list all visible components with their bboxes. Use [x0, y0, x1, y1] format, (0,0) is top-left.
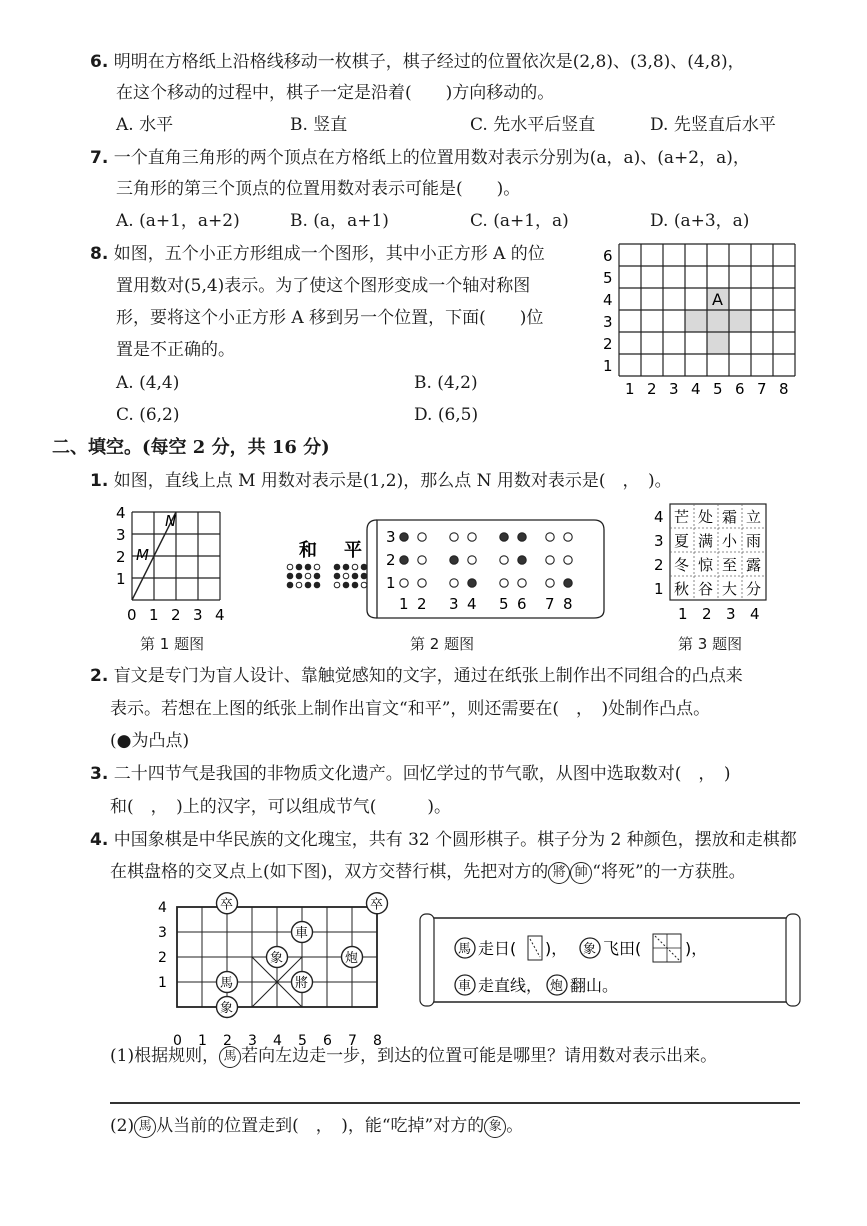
- x-tick-label: 2: [702, 605, 712, 623]
- x-tick-label: 2: [417, 595, 427, 613]
- solar-term-char: 冬: [674, 556, 690, 574]
- solar-term-char: 雨: [746, 532, 762, 550]
- chess-piece-label: 車: [458, 979, 472, 994]
- braille-dot: [500, 579, 508, 587]
- braille-sample-dot: [296, 573, 302, 579]
- f4-text1: 中国象棋是中华民族的文化瑰宝，共有 32 个圆形棋子。棋子分为 2 种颜色，摆放和走棋都: [113, 830, 797, 850]
- x-tick-label: 3: [726, 605, 736, 623]
- shaded-square: [707, 332, 729, 354]
- q8-grid-figure: [595, 238, 810, 408]
- x-tick-label: 2: [171, 606, 181, 624]
- y-tick-label: 1: [158, 975, 167, 991]
- braille-dot: [450, 579, 458, 587]
- fig2-braille-scroll: [282, 512, 612, 624]
- f1-line: [90, 469, 672, 493]
- y-tick-label: 2: [386, 551, 396, 569]
- shaded-square: [729, 310, 751, 332]
- y-tick-label: 1: [386, 574, 396, 592]
- braille-dot: [564, 579, 572, 587]
- chess-piece-label: 象: [583, 942, 597, 957]
- chess-piece-label: 車: [295, 926, 309, 941]
- braille-sample-dot: [361, 564, 367, 570]
- braille-sample-dot: [352, 564, 358, 570]
- solar-term-char: 处: [698, 508, 714, 526]
- chess-piece-label: 炮: [345, 951, 359, 966]
- braille-sample-dot: [287, 564, 293, 570]
- braille-dot: [400, 556, 408, 564]
- answer-line[interactable]: [110, 1102, 800, 1104]
- fig2-caption: 第 2 题图: [410, 635, 475, 653]
- x-tick-label: 7: [545, 595, 555, 613]
- q7-option-c[interactable]: C. (a+1，a): [470, 211, 569, 231]
- q8-text1: 如图，五个小正方形组成一个图形，其中小正方形 A 的位: [113, 244, 545, 264]
- x-tick-label: 0: [173, 1033, 182, 1049]
- y-tick-label: 1: [603, 357, 613, 375]
- x-tick-label: 3: [193, 606, 203, 624]
- braille-sample-dot: [296, 582, 302, 588]
- x-tick-label: 5: [298, 1033, 307, 1049]
- fig3-caption: 第 3 题图: [678, 635, 743, 653]
- braille-dot: [518, 579, 526, 587]
- f4-number: 4.: [90, 830, 109, 850]
- y-tick-label: 2: [603, 335, 613, 353]
- rule-text: 走直线，: [478, 976, 543, 995]
- y-tick-label: 2: [158, 950, 167, 966]
- x-tick-label: 4: [467, 595, 477, 613]
- braille-dot: [418, 556, 426, 564]
- chess-piece-label: 馬: [220, 976, 234, 991]
- f2-number: 2.: [90, 666, 109, 686]
- ma-piece-icon: 馬: [219, 1046, 241, 1068]
- y-tick-label: 3: [603, 313, 613, 331]
- q8-line3: 形，要将这个小正方形 A 移到另一个位置，下面( )位: [116, 308, 544, 328]
- q6-number: 6.: [90, 52, 109, 72]
- solar-term-char: 小: [722, 532, 738, 550]
- braille-dot: [564, 556, 572, 564]
- point-m-label: M: [136, 546, 149, 564]
- braille-word-2: 平: [344, 540, 362, 561]
- chess-rules-scroll: [415, 910, 805, 1010]
- braille-dot: [518, 556, 526, 564]
- solar-term-char: 立: [746, 508, 762, 526]
- f4-sub1-text-a: (1)根据规则，: [110, 1046, 220, 1066]
- q7-option-d[interactable]: D. (a+3，a): [650, 211, 750, 231]
- f4-sub2-text-a: (2): [110, 1116, 135, 1136]
- chess-board-figure: [150, 890, 400, 1049]
- y-tick-label: 5: [603, 269, 613, 287]
- point-n-label: N: [165, 512, 177, 530]
- f2-line1: [90, 664, 743, 688]
- f2-text1: 盲文是专门为盲人设计、靠触觉感知的文字，通过在纸张上制作出不同组合的凸点来: [113, 666, 743, 686]
- braille-dot: [400, 579, 408, 587]
- x-tick-label: 4: [691, 380, 701, 398]
- x-tick-label: 1: [399, 595, 409, 613]
- q7-line2: 三角形的第三个顶点的位置用数对表示可能是( )。: [116, 179, 521, 199]
- solar-term-char: 露: [746, 556, 762, 574]
- y-tick-label: 1: [654, 580, 664, 598]
- x-tick-label: 3: [248, 1033, 257, 1049]
- solar-term-char: 满: [698, 532, 714, 550]
- x-tick-label: 2: [223, 1033, 232, 1049]
- q7-line1: [90, 146, 750, 170]
- q8-number: 8.: [90, 244, 109, 264]
- braille-dot: [518, 533, 526, 541]
- f3-line1: [90, 762, 730, 786]
- braille-sample-dot: [287, 573, 293, 579]
- y-tick-label: 1: [116, 570, 126, 588]
- q8-option-a[interactable]: A. (4,4): [116, 373, 180, 393]
- x-tick-label: 8: [373, 1033, 382, 1049]
- f2-line2: 表示。若想在上图的纸张上制作出盲文“和平”，则还需要在( ， )处制作凸点。: [110, 699, 711, 719]
- f1-number: 1.: [90, 471, 109, 491]
- braille-word-1: 和: [299, 540, 317, 561]
- f4-sub2: [110, 1114, 523, 1138]
- y-tick-label: 4: [158, 900, 167, 916]
- scroll-left-roll: [420, 914, 434, 1006]
- braille-sample-dot: [305, 582, 311, 588]
- y-tick-label: 4: [116, 504, 126, 522]
- shaded-square: [685, 310, 707, 332]
- scroll-right-roll: [786, 914, 800, 1006]
- f4-sub2-text-b: 从当前的位置走到( ， )，能“吃掉”对方的: [156, 1116, 485, 1136]
- f4-sub1-text-b: 若向左边走一步，到达的位置可能是哪里？请用数对表示出来。: [241, 1046, 718, 1066]
- solar-term-char: 谷: [698, 580, 714, 598]
- f3-number: 3.: [90, 764, 109, 784]
- braille-sample-dot: [296, 564, 302, 570]
- section2-heading: [52, 436, 330, 460]
- x-tick-label: 0: [127, 606, 137, 624]
- q7-option-a[interactable]: A. (a+1，a+2): [116, 211, 240, 231]
- q8-line2: 置用数对(5,4)表示。为了使这个图形变成一个轴对称图: [116, 276, 531, 296]
- x-tick-label: 3: [449, 595, 459, 613]
- q6-option-a[interactable]: A. 水平: [116, 115, 174, 135]
- solar-term-char: 霜: [722, 508, 738, 526]
- y-tick-label: 2: [654, 556, 664, 574]
- q7-number: 7.: [90, 148, 109, 168]
- f4-text2b: “将死”的一方获胜。: [592, 862, 746, 882]
- braille-dot: [546, 579, 554, 587]
- shaded-square: [707, 310, 729, 332]
- x-tick-label: 5: [499, 595, 509, 613]
- braille-sample-dot: [287, 582, 293, 588]
- f4-sub1: [110, 1044, 717, 1068]
- q8-line1: [90, 242, 545, 266]
- solar-term-char: 芒: [674, 508, 690, 526]
- f1-text: 如图，直线上点 M 用数对表示是(1,2)，那么点 N 用数对表示是( ， )。: [113, 471, 672, 491]
- solar-term-char: 至: [722, 556, 738, 574]
- f3-text1: 二十四节气是我国的非物质文化遗产。回忆学过的节气歌，从图中选取数对( ， ): [113, 764, 731, 784]
- shuai-piece-icon: 帥: [570, 862, 592, 884]
- section2-note: (每空 2 分，共 16 分): [142, 437, 330, 458]
- chess-piece-label: 炮: [550, 979, 564, 994]
- q8-option-b[interactable]: B. (4,2): [414, 373, 478, 393]
- braille-sample-dot: [305, 564, 311, 570]
- braille-sample-dot: [334, 564, 340, 570]
- q7-text1: 一个直角三角形的两个顶点在方格纸上的位置用数对表示分别为(a，a)、(a+2，a)，: [113, 148, 750, 168]
- y-tick-label: 4: [603, 291, 613, 309]
- f2-line3: (●为凸点): [110, 731, 190, 751]
- y-tick-label: 3: [116, 526, 126, 544]
- fig1-caption: 第 1 题图: [140, 635, 205, 653]
- q6-line2: 在这个移动的过程中，棋子一定是沿着( )方向移动的。: [116, 83, 555, 103]
- braille-sample-dot: [314, 573, 320, 579]
- braille-sample-dot: [305, 573, 311, 579]
- x-tick-label: 8: [779, 380, 789, 398]
- f3-line2: 和( ， )上的汉字，可以组成节气( )。: [110, 797, 452, 817]
- y-tick-label: 6: [603, 247, 613, 265]
- q6-option-c[interactable]: C. 先水平后竖直: [470, 115, 596, 135]
- x-tick-label: 6: [735, 380, 745, 398]
- x-tick-label: 1: [678, 605, 688, 623]
- q6-option-b[interactable]: B. 竖直: [290, 115, 348, 135]
- x-tick-label: 1: [625, 380, 635, 398]
- braille-sample-dot: [314, 582, 320, 588]
- braille-dot: [564, 533, 572, 541]
- braille-dot: [500, 533, 508, 541]
- x-tick-label: 5: [713, 380, 723, 398]
- braille-dot: [468, 579, 476, 587]
- fig1-line-grid: [110, 500, 240, 625]
- square-a-label: A: [712, 290, 723, 309]
- braille-dot: [468, 533, 476, 541]
- braille-dot: [546, 533, 554, 541]
- q8-option-d[interactable]: D. (6,5): [414, 405, 479, 425]
- chess-piece-label: 象: [270, 951, 284, 966]
- f4-line2: [110, 860, 746, 884]
- chess-piece-label: 象: [220, 1001, 234, 1016]
- q7-option-b[interactable]: B. (a，a+1): [290, 211, 389, 231]
- braille-sample-dot: [334, 582, 340, 588]
- f4-line1: [90, 828, 797, 852]
- braille-dot: [468, 556, 476, 564]
- f4-sub2-text-c: 。: [506, 1116, 524, 1136]
- x-tick-label: 2: [647, 380, 657, 398]
- braille-sample-dot: [314, 564, 320, 570]
- y-tick-label: 2: [116, 548, 126, 566]
- q6-text1: 明明在方格纸上沿格线移动一枚棋子，棋子经过的位置依次是(2,8)、(3,8)、(4,8)，: [113, 52, 745, 72]
- f4-text2a: 在棋盘格的交叉点上(如下图)，双方交替行棋，先把对方的: [110, 862, 549, 882]
- chess-piece-label: 卒: [370, 897, 384, 913]
- q8-line4: 置是不正确的。: [116, 340, 235, 360]
- rule-text: 走日(: [478, 939, 517, 958]
- q6-line1: [90, 50, 745, 74]
- jiang-piece-icon: 將: [548, 862, 570, 884]
- braille-dot: [418, 533, 426, 541]
- braille-sample-dot: [343, 582, 349, 588]
- braille-dot: [546, 556, 554, 564]
- braille-dot: [500, 556, 508, 564]
- braille-sample-dot: [352, 573, 358, 579]
- x-tick-label: 4: [215, 606, 225, 624]
- rule-text: 翻山。: [570, 976, 619, 995]
- chess-piece-label: 卒: [220, 897, 234, 913]
- braille-sample-dot: [343, 564, 349, 570]
- braille-sample-dot: [361, 573, 367, 579]
- braille-dot: [450, 556, 458, 564]
- y-tick-label: 4: [654, 508, 664, 526]
- xiang-piece-icon: 象: [484, 1116, 506, 1138]
- q8-option-c[interactable]: C. (6,2): [116, 405, 180, 425]
- x-tick-label: 3: [669, 380, 679, 398]
- solar-term-char: 大: [722, 580, 738, 598]
- x-tick-label: 6: [517, 595, 527, 613]
- x-tick-label: 7: [757, 380, 767, 398]
- rule-text: )，: [545, 939, 568, 958]
- braille-dot: [450, 533, 458, 541]
- y-tick-label: 3: [158, 925, 167, 941]
- rule-text: 飞田(: [603, 939, 642, 958]
- braille-sample-dot: [334, 573, 340, 579]
- x-tick-label: 1: [149, 606, 159, 624]
- chess-piece-label: 馬: [458, 942, 472, 957]
- solar-term-char: 惊: [698, 556, 714, 574]
- x-tick-label: 1: [198, 1033, 207, 1049]
- rule-text: )，: [685, 939, 708, 958]
- x-tick-label: 7: [348, 1033, 357, 1049]
- solar-term-char: 分: [746, 580, 762, 598]
- y-tick-label: 3: [654, 532, 664, 550]
- y-tick-label: 3: [386, 528, 396, 546]
- fig3-solar-term-grid: [650, 500, 775, 625]
- q6-option-d[interactable]: D. 先竖直后水平: [650, 115, 776, 135]
- x-tick-label: 4: [750, 605, 760, 623]
- solar-term-char: 秋: [674, 580, 690, 598]
- section2-title: 二、填空。: [52, 437, 142, 458]
- x-tick-label: 6: [323, 1033, 332, 1049]
- braille-sample-dot: [352, 582, 358, 588]
- scroll-roll: [367, 520, 377, 618]
- braille-sample-dot: [343, 573, 349, 579]
- x-tick-label: 8: [563, 595, 573, 613]
- chess-piece-label: 將: [295, 976, 309, 991]
- solar-term-char: 夏: [674, 532, 690, 550]
- ma-piece-icon: 馬: [134, 1116, 156, 1138]
- braille-sample-dot: [361, 582, 367, 588]
- x-tick-label: 4: [273, 1033, 282, 1049]
- braille-dot: [400, 533, 408, 541]
- braille-dot: [418, 579, 426, 587]
